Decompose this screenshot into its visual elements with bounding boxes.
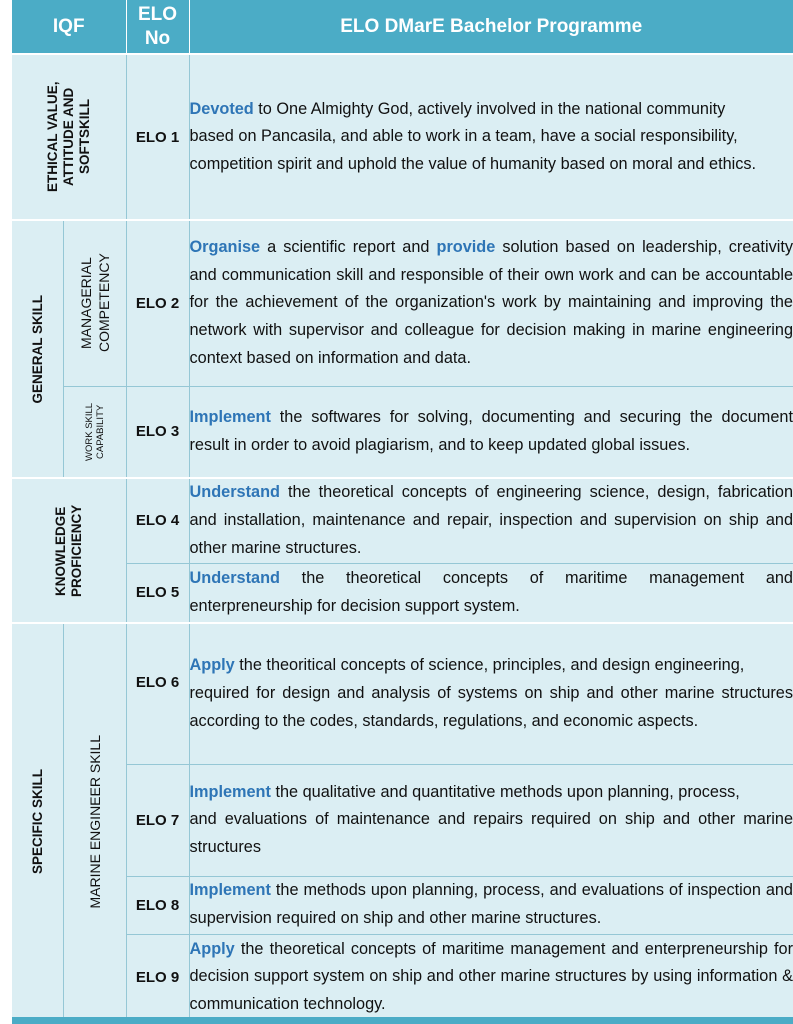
elo-number: ELO 1	[126, 54, 189, 220]
action-verb: provide	[436, 238, 496, 257]
header-elo-no-line1: ELO	[137, 3, 178, 25]
action-verb: Implement	[189, 408, 271, 427]
action-verb: Implement	[189, 782, 271, 801]
description-text: a scientific report and	[260, 238, 437, 257]
header-elo-no-line2: No	[144, 27, 171, 49]
category-work-skill-label: WORK SKILL CAPABILITY	[83, 402, 106, 461]
elo-description	[189, 876, 793, 934]
elo-description	[189, 563, 793, 623]
elo-table	[12, 0, 793, 1020]
category-general-label: GENERAL SKILL	[29, 294, 45, 404]
description-text: the theoretical concepts of maritime management and enterpreneurship for decision support system on ship and other marine structures by using information & communication technology.	[189, 939, 793, 1014]
elo-description	[189, 386, 793, 478]
table-row	[12, 386, 793, 478]
description-text: competition spirit and uphold the value of humanity based on moral and ethics.	[189, 154, 757, 173]
description-text: the qualitative and quantitative methods upon planning, process,	[270, 782, 740, 801]
elo-number: ELO 2	[126, 220, 189, 386]
description-text: and evaluations of maintenance and repairs required on ship and other marine structures	[189, 810, 793, 856]
elo-description	[189, 220, 793, 386]
category-work-skill	[63, 386, 126, 478]
description-text: the softwares for solving, documenting and securing the document result in order to avoid plagiarism, and to keep updated global issues.	[189, 408, 793, 454]
header-programme: ELO DMarE Bachelor Programme	[189, 0, 793, 54]
action-verb: Apply	[189, 656, 235, 675]
table-row	[12, 876, 793, 934]
category-knowledge-label: KNOWLEDGE PROFICIENCY	[52, 504, 84, 597]
table-row	[12, 478, 793, 563]
elo-number: ELO 6	[126, 623, 189, 764]
description-text: to One Almighty God, actively involved in the national community	[253, 99, 726, 118]
elo-description	[189, 764, 793, 876]
elo-number: ELO 8	[126, 876, 189, 934]
category-knowledge	[12, 478, 126, 623]
table-row	[12, 54, 793, 220]
elo-number: ELO 5	[126, 563, 189, 623]
category-ethical	[12, 54, 126, 220]
category-specific-label: SPECIFIC SKILL	[29, 769, 45, 875]
category-managerial-label: MANAGERIAL COMPETENCY	[77, 253, 112, 353]
elo-number: ELO 3	[126, 386, 189, 478]
action-verb: Apply	[189, 939, 235, 958]
elo-description	[189, 478, 793, 563]
elo-description	[189, 623, 793, 764]
description-text: based on Pancasila, and able to work in a team, have a social responsibility,	[189, 127, 738, 146]
description-text: the theoretical concepts of engineering science, design, fabrication and installation, maintenance and repair, inspection and supervision on ship and other marine structures.	[189, 483, 793, 557]
action-verb: Organise	[189, 238, 261, 257]
category-marine-label: MARINE ENGINEER SKILL	[86, 735, 103, 909]
action-verb: Devoted	[189, 99, 254, 118]
description-text: required for design and analysis of systems on ship and other marine structures according to the codes, standards, regulations, and economic aspects.	[189, 683, 793, 730]
table-row	[12, 934, 793, 1020]
action-verb: Implement	[189, 881, 271, 900]
table-row	[12, 764, 793, 876]
category-specific	[12, 623, 63, 1020]
table-row	[12, 623, 793, 764]
action-verb: Understand	[189, 483, 280, 502]
header-iqf: IQF	[12, 0, 126, 54]
description-text: the methods upon planning, process, and evaluations of inspection and supervision required on ship and other marine structures.	[189, 881, 793, 927]
category-managerial	[63, 220, 126, 386]
header-elo-no	[126, 0, 189, 54]
description-text: the theoretical concepts of maritime management and enterpreneurship for decision support system.	[189, 569, 793, 615]
description-text: solution based on leadership, creativity and communication skill and responsible of their own work and can be accountable for the achievement of the organization's work by maintaining and improving the network with supervisor and colleague for decision making in marine engineering context based on information and data.	[189, 238, 793, 367]
table-row	[12, 220, 793, 386]
elo-number: ELO 7	[126, 764, 189, 876]
table-row	[12, 563, 793, 623]
header-row	[12, 0, 793, 54]
action-verb: Understand	[189, 569, 280, 588]
table-bottom-border	[12, 1017, 793, 1024]
category-general	[12, 220, 63, 478]
elo-number: ELO 4	[126, 478, 189, 563]
description-text: the theoritical concepts of science, principles, and design engineering,	[234, 656, 745, 675]
elo-description	[189, 934, 793, 1020]
category-marine	[63, 623, 126, 1020]
elo-number: ELO 9	[126, 934, 189, 1020]
category-ethical-label: ETHICAL VALUE, ATTITUDE AND SOFTSKILL	[44, 81, 92, 193]
elo-description	[189, 54, 793, 220]
